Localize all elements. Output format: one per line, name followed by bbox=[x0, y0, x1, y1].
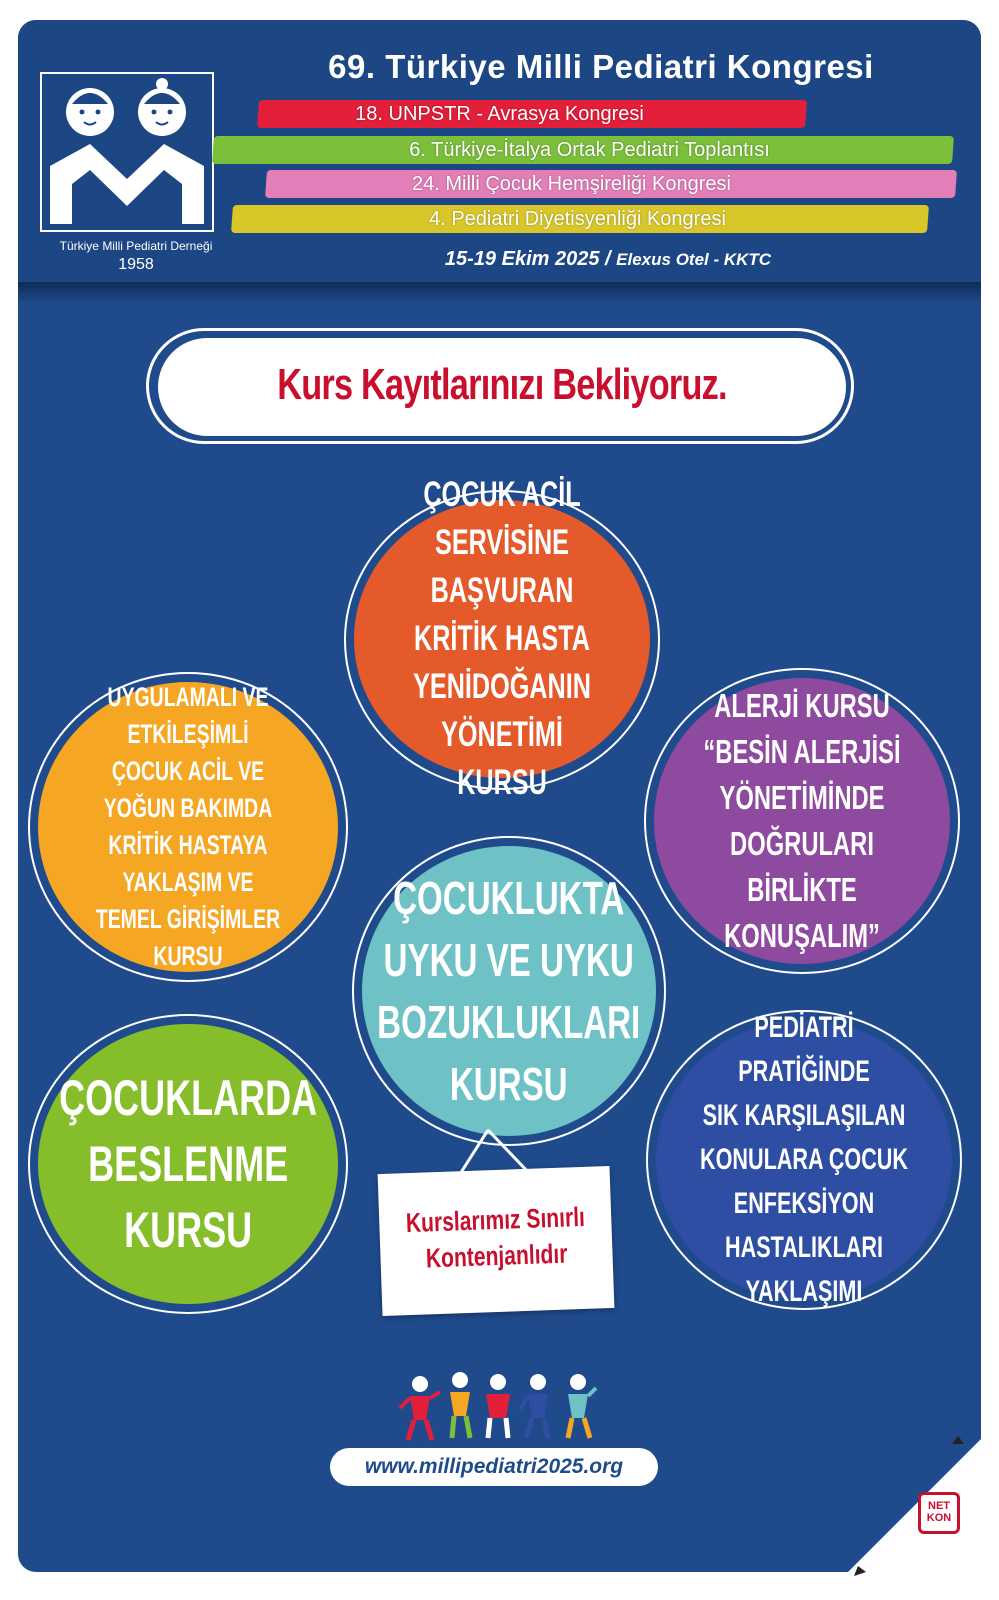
congress-label: 24. Milli Çocuk Hemşireliği Kongresi bbox=[412, 173, 731, 195]
date-range: 15-19 Ekim 2025 bbox=[444, 248, 600, 270]
netkon-text: NET KON bbox=[926, 1500, 952, 1524]
netkon-logo bbox=[918, 1492, 960, 1534]
page-curl-icon bbox=[840, 1430, 990, 1580]
venue: Elexus Otel - KKTC bbox=[616, 250, 772, 269]
course-text: UYGULAMALI VE ETKİLEŞİMLİ ÇOCUK ACİL VE YOĞUN BAKIMDA KRİTİK HASTAYA YAKLAŞIM VE TEMEL GİRİŞİMLER KURSU bbox=[95, 682, 281, 971]
children-figures-icon bbox=[398, 1368, 598, 1448]
header-shadow bbox=[18, 282, 981, 304]
course-text: ÇOCUKLARDA BESLENME KURSU bbox=[59, 1070, 317, 1258]
congress-label: 4. Pediatri Diyetisyenliği Kongresi bbox=[429, 208, 726, 230]
child-figure-icon bbox=[400, 1376, 440, 1440]
course-bubble-intensive-care bbox=[38, 682, 338, 972]
congress-label: 18. UNPSTR - Avrasya Kongresi bbox=[355, 103, 644, 125]
course-bubble-sleep bbox=[362, 846, 656, 1136]
course-text: ÇOCUK ACİL SERVİSİNE BAŞVURAN KRİTİK HASTA YENİDOĞANIN YÖNETİMİ KURSU bbox=[413, 475, 591, 802]
course-bubble-emergency-newborn bbox=[354, 475, 650, 802]
course-bubble-infection bbox=[656, 1011, 952, 1308]
logo-caption: Türkiye Milli Pediatri Derneği bbox=[59, 239, 213, 253]
congress-title: 69. Türkiye Milli Pediatri Kongresi bbox=[328, 48, 874, 85]
child-figure-icon bbox=[520, 1374, 548, 1438]
congress-label: 6. Türkiye-İtalya Ortak Pediatri Toplantısı bbox=[409, 139, 770, 161]
course-text: ALERJİ KURSU “BESİN ALERJİSİ YÖNETİMİNDE DOĞRULARI BİRLİKTE KONUŞALIM” bbox=[703, 687, 901, 954]
poster bbox=[18, 20, 981, 1572]
course-text: ÇOCUKLUKTA UYKU VE UYKU BOZUKLUKLARI KURSU bbox=[377, 872, 641, 1110]
course-bubble-allergy bbox=[654, 678, 950, 964]
child-figure-icon bbox=[568, 1374, 596, 1438]
course-text: PEDİATRİ PRATİĞİNDE SIK KARŞILAŞILAN KONULARA ÇOCUK ENFEKSİYON HASTALIKLARI YAKLAŞIMI bbox=[700, 1011, 908, 1308]
banner-text: Kurs Kayıtlarınızı Bekliyoruz. bbox=[277, 360, 727, 409]
logo-year: 1958 bbox=[118, 256, 154, 273]
header bbox=[18, 20, 981, 290]
date-separator: / bbox=[605, 248, 611, 270]
course-bubble-nutrition bbox=[38, 1024, 338, 1304]
limited-capacity-text: Kurslarımız Sınırlı Kontenjanlıdır bbox=[405, 1201, 586, 1274]
child-figure-icon bbox=[486, 1374, 510, 1438]
website-link[interactable]: www.millipediatri2025.org bbox=[330, 1448, 658, 1486]
child-figure-icon bbox=[450, 1372, 470, 1438]
event-dates bbox=[318, 248, 898, 271]
